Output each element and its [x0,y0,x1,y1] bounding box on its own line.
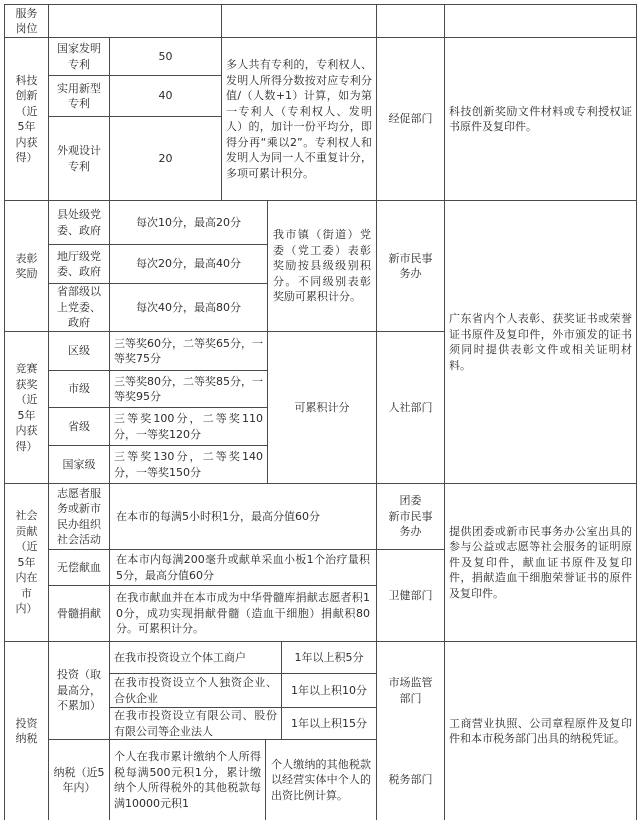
item-label: 投资（取 最高分， 不累加） [57,668,101,713]
score-value: 每次10分，最高20分 [136,215,241,229]
materials-text: 科技创新奖励文件材料或专利授权证书原件及复印件。 [449,104,632,133]
materials-text: 工商营业执照、公司章程原件及复印件和本市税务部门出具的纳税凭证。 [449,716,632,745]
score-value: 20 [158,151,173,165]
invest-description: 在我市投资设立个体工商户 [114,650,246,664]
department: 税务部门 [388,773,433,787]
materials-text: 提供团委或新市民事务办公室出具的参与公益或志愿等社会服务的证明原件及复印件，献血证书原件及复印件，捐献造血干细胞荣誉证书的原件及复印件。 [449,524,632,600]
score-value: 三等奖130分，二等奖140分，一等奖150分 [114,450,263,479]
rule-text: 多人共有专利的，专利权人、发明人所得分数按对应专利分值/（人数+1）计算，如为第一专利人（专利权人、发明人）的，加计一份平均分，即得分再“乘以2”。专利权人和发明人为同一人不重复计分，多项可累计积分。 [226,58,372,180]
score-value: 1年以上积5分 [294,650,364,664]
tax-description: 个人在我市累计缴纳个人所得税每满500元积1分，累计缴纳个人所得税外的其他税款每满10000元积1 [114,750,261,810]
department: 市场监管 部门 [388,676,433,705]
score-value: 三等奖100分，二等奖110分，一等奖120分 [114,412,263,441]
department: 卫健部门 [388,588,433,602]
materials-text: 广东省内个人表彰、获奖证书或荣誉证书原件及复印件，外市颁发的证书须同时提供表彰文件或相关证明材料。 [449,312,632,372]
item-label: 地厅级党 委、政府 [57,249,101,278]
item-label: 实用新型 专利 [57,81,101,110]
department: 经促部门 [388,112,433,126]
item-label: 志愿者服 务或新市 民办组织 社会活动 [57,486,101,546]
score-value: 三等奖80分，二等奖85分，一等奖95分 [114,374,263,403]
rule-text: 在本市的每满5小时积1分，最高分值60分 [116,509,320,523]
item-label: 县处级党 委、政府 [57,208,101,237]
score-value: 每次40分，最高80分 [136,300,241,314]
department: 团委 新市民事 务办 [388,494,433,539]
category-label: 竞赛 获奖 （近 5年 内获 得） [15,362,38,453]
score-value: 每次20分，最高40分 [136,257,241,271]
item-label: 国家发明 专利 [57,42,101,71]
table-border-top [4,4,637,5]
rule-text: 我市镇（街道）党委（党工委）表彰奖励按县级级别积分。不同级别表彰奖励可累积计分。 [273,228,371,304]
table-border-right [636,4,637,820]
item-label: 市级 [68,382,90,396]
rule-text: 在本市内每满200毫升或献单采血小板1个治疗量积5分，最高分值60分 [116,553,370,582]
score-value: 三等奖60分，二等奖65分，一等奖75分 [114,336,263,365]
department: 新市民事 务办 [388,251,433,280]
rule-text: 在我市献血并在本市成为中华骨髓库捐献志愿者积10分，成功实现捐献骨髓（造血干细胞）捐献积80分。可累积计分。 [116,591,370,636]
item-label: 区级 [68,344,90,358]
category-label: 投资 纳税 [15,716,38,745]
score-value: 1年以上积10分 [291,683,367,697]
item-label: 省部级以 上党委、 政府 [57,285,101,330]
item-label: 外观设计 专利 [57,144,101,173]
invest-description: 在我市投资设立有限公司、股份有限公司等企业法人 [114,709,277,738]
item-label: 国家级 [62,457,96,471]
category-label: 科技 创新（近 5年 内获 得） [15,73,38,164]
item-label: 无偿献血 [57,560,101,574]
score-value: 40 [158,89,173,103]
rule-text: 可累积计分 [294,400,350,414]
category-label: 服务 岗位 [15,6,38,35]
invest-description: 在我市投资设立个人独资企业、合伙企业 [114,676,277,705]
item-label: 省级 [68,419,90,433]
score-value: 50 [158,49,173,63]
rule-text: 个人缴纳的其他税款以经营实体中个人的出资比例计算。 [271,757,371,802]
score-value: 1年以上积15分 [291,716,367,730]
category-label: 表彰 奖励 [15,251,38,280]
item-label: 纳税（近5 年内） [53,765,105,794]
category-label: 社会 贡献 （近 5年 内在 市 内） [15,509,38,616]
department: 人社部门 [388,400,433,414]
item-label: 骨髓捐献 [57,606,101,620]
